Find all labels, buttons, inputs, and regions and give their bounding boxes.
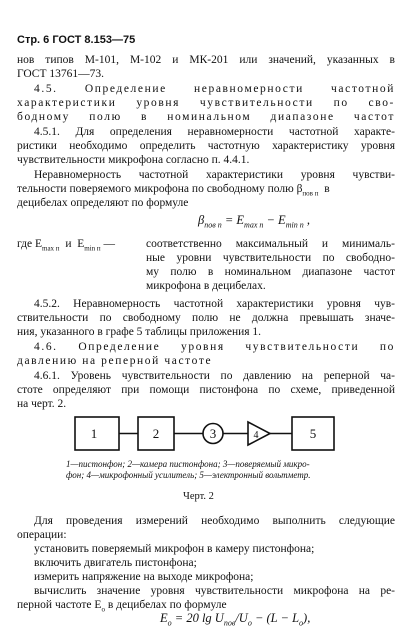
text-line: установить поверяемый микрофон в камеру пистонфона; <box>34 543 315 555</box>
text-line: где $E_{max п}$ и $E_{min п}$ — <box>17 238 116 253</box>
text-line: микрофона в децибелах. <box>146 280 266 292</box>
text-line: чувствительности микрофона согласно п. 4.4.1. <box>17 154 250 166</box>
text-line: ния, указанного в графе 5 таблицы приложения 1. <box>17 326 262 338</box>
formula-beta: $\beta_{пов п} = E_{max п} - E_{min п}$ , <box>198 213 310 230</box>
text-line: 4.5.1. Для определения неравномерности частотной характе- <box>34 126 395 138</box>
text-line: нов типов М-101, М-102 и МК-201 или значений, указанных в <box>17 54 395 66</box>
block-label: 4 <box>253 430 259 441</box>
text-line: 4.6.1. Уровень чувствительности по давлению на реперной ча- <box>34 370 395 382</box>
block-label: 2 <box>152 426 160 441</box>
diagram-legend: 1—пистонфон; 2—камера пистонфона; 3—поверяемый микро- <box>66 459 310 469</box>
text-fragment: перной частоте E <box>17 599 102 611</box>
figure-caption: Черт. 2 <box>183 491 214 502</box>
diagram-legend: фон; 4—микрофонный усилитель; 5—электронный вольтметр. <box>66 470 311 480</box>
page-header: Стр. 6 ГОСТ 8.153—75 <box>17 34 136 46</box>
text-line: включить двигатель пистонфона; <box>34 557 197 569</box>
section-heading: характеристики уровня чувствительности по сво- <box>17 97 395 109</box>
block-label: 5 <box>309 426 317 441</box>
text-line: перной частоте $E_о$ в децибелах по формуле <box>17 599 227 614</box>
text-line: Неравномерность частотной характеристики уровня чувстви- <box>34 169 395 181</box>
text-line: стоте определяют при помощи пистонфона по схеме, приведенной <box>17 384 395 396</box>
text-fragment: где E <box>17 238 42 250</box>
text-line: децибелах определяют по формуле <box>17 197 189 209</box>
text-line: тельности поверяемого микрофона по свободному полю $\beta_{пов п}$ в <box>17 183 330 198</box>
section-heading: 4.5. Определение неравномерности частотной <box>34 83 395 95</box>
text-fragment: тельности поверяемого микрофона по свободному полю β <box>17 183 303 195</box>
text-line: му полю в номинальном диапазоне частот <box>146 266 395 278</box>
section-heading: 4.6. Определение уровня чувствительности по <box>34 341 395 353</box>
block-label: 1 <box>90 426 98 441</box>
text-line: ГОСТ 13761—73. <box>17 68 105 80</box>
text-line: вычислить значение уровня чувствительности микрофона на ре- <box>34 585 395 597</box>
text-line: ствительности по свободному полю не должна превышать значе- <box>17 312 395 324</box>
text-line: соответственно максимальный и минималь- <box>146 238 395 250</box>
section-heading: бодному полю в номинальном диапазоне частот <box>17 111 395 123</box>
text-line: на черт. 2. <box>17 398 67 410</box>
text-line: ристики необходимо определить частотную характеристику уровня <box>17 140 395 152</box>
block-label: 3 <box>209 426 217 441</box>
text-fragment: в децибелах по формуле <box>107 599 227 611</box>
text-line: измерить напряжение на выходе микрофона; <box>34 571 254 583</box>
amplifier-triangle <box>248 422 270 445</box>
text-line: операции: <box>17 529 67 541</box>
formula-e0: $E_о = 20$ $\lg U_{пов}/U_о - (L - L_о)$, <box>160 611 311 628</box>
text-line: 4.5.2. Неравномерность частотной характеристики уровня чув- <box>34 298 395 310</box>
text-line: Для проведения измерений необходимо выполнить следующие <box>34 515 395 527</box>
section-heading: давлению на реперной частоте <box>17 355 213 367</box>
text-line: ные уровни чувствительности по свободно- <box>146 252 395 264</box>
